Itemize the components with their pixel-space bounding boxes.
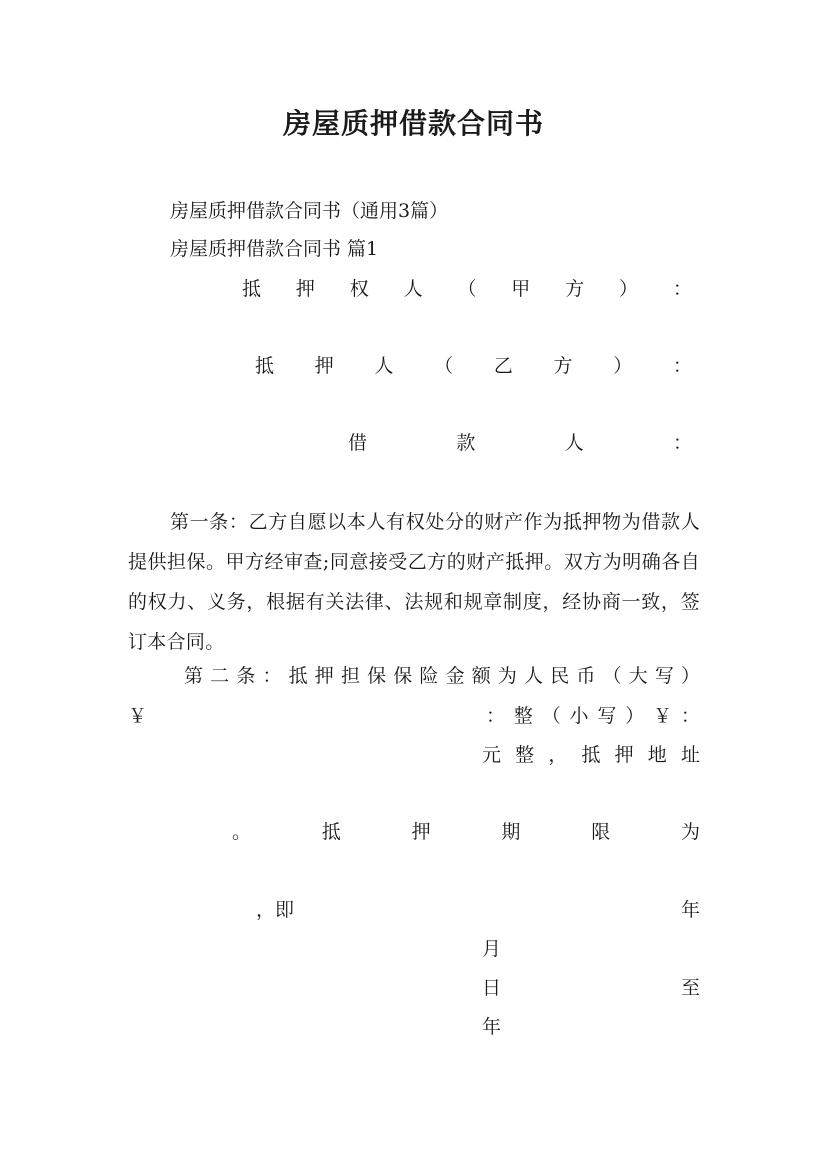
glyph: 二 [210, 665, 230, 687]
glyph: 抵 [255, 355, 275, 377]
glyph: ） [625, 705, 645, 727]
to-label: 至 [681, 977, 701, 999]
glyph: ， [548, 744, 568, 766]
glyph: 额 [471, 665, 491, 687]
glyph: 小 [569, 705, 589, 727]
glyph: ） [619, 278, 639, 300]
glyph: 写 [597, 705, 617, 727]
glyph: 押 [411, 821, 431, 843]
glyph: 期 [501, 821, 521, 843]
glyph: 为 [680, 821, 700, 843]
document-title: 房屋质押借款合同书 [282, 107, 544, 140]
glyph: 险 [419, 665, 439, 687]
article-1: 第一条：乙方自愿以本人有权处分的财产作为抵押物为借款人提供担保。甲方经审查;同意接受乙方的财产抵押。双方为明确各自的权力、义务，根据有关法律、法规和规章制度，经协商一致，签订本合同。 [128, 511, 700, 653]
glyph: 押 [614, 744, 634, 766]
glyph: 址 [680, 744, 700, 766]
glyph: 整 [515, 744, 535, 766]
day-label: 日 [482, 977, 502, 999]
glyph: 甲 [511, 278, 531, 300]
glyph: ￥ [653, 705, 673, 727]
mortgagor-line [255, 351, 692, 381]
document-subtitle: 房屋质押借款合同书（通用3篇） [170, 200, 449, 222]
glyph: （ [602, 665, 622, 687]
end-year-label: 年 [482, 1016, 502, 1038]
glyph: 。 [232, 821, 252, 843]
glyph: 币 [576, 665, 596, 687]
glyph: ： [672, 355, 692, 377]
glyph: 人 [524, 665, 544, 687]
glyph: 人 [403, 278, 423, 300]
glyph: 借 [348, 432, 368, 454]
borrower-line [348, 428, 692, 458]
glyph: 金 [445, 665, 465, 687]
address-line [482, 740, 700, 770]
glyph: 限 [591, 821, 611, 843]
glyph: ： [672, 432, 692, 454]
glyph: ： [486, 705, 506, 727]
glyph: 抵 [321, 821, 341, 843]
glyph: 方 [553, 355, 573, 377]
glyph: 人 [564, 432, 584, 454]
glyph: 抵 [242, 278, 262, 300]
glyph: 元 [482, 744, 502, 766]
glyph: 保 [393, 665, 413, 687]
glyph: 乙 [493, 355, 513, 377]
glyph: 写 [654, 665, 674, 687]
month-label: 月 [482, 938, 502, 960]
ji-text: ，即 [256, 899, 295, 921]
glyph: 抵 [581, 744, 601, 766]
year-label: 年 [681, 899, 701, 921]
glyph: 民 [550, 665, 570, 687]
glyph: ： [262, 665, 282, 687]
period-line [232, 817, 700, 847]
article-2-heading [184, 661, 700, 691]
mortgagee-line [242, 274, 692, 304]
glyph: 担 [340, 665, 360, 687]
glyph: 地 [647, 744, 667, 766]
glyph: ） [613, 355, 633, 377]
glyph: 押 [295, 278, 315, 300]
section-heading: 房屋质押借款合同书 篇1 [170, 238, 379, 260]
glyph: 人 [374, 355, 394, 377]
glyph: ： [680, 705, 700, 727]
glyph: 权 [349, 278, 369, 300]
glyph: 押 [314, 355, 334, 377]
glyph: 为 [497, 665, 517, 687]
glyph: ： [672, 278, 692, 300]
yen-symbol: ￥ [128, 705, 148, 727]
glyph: 第 [184, 665, 204, 687]
glyph: 条 [236, 665, 256, 687]
glyph: 方 [565, 278, 585, 300]
glyph: （ [457, 278, 477, 300]
glyph: 整 [513, 705, 533, 727]
glyph: （ [434, 355, 454, 377]
glyph: ） [680, 665, 700, 687]
small-amount-line [486, 701, 700, 731]
glyph: 抵 [288, 665, 308, 687]
glyph: 大 [628, 665, 648, 687]
glyph: 押 [314, 665, 334, 687]
glyph: 保 [367, 665, 387, 687]
glyph: 款 [456, 432, 476, 454]
glyph: （ [541, 705, 561, 727]
